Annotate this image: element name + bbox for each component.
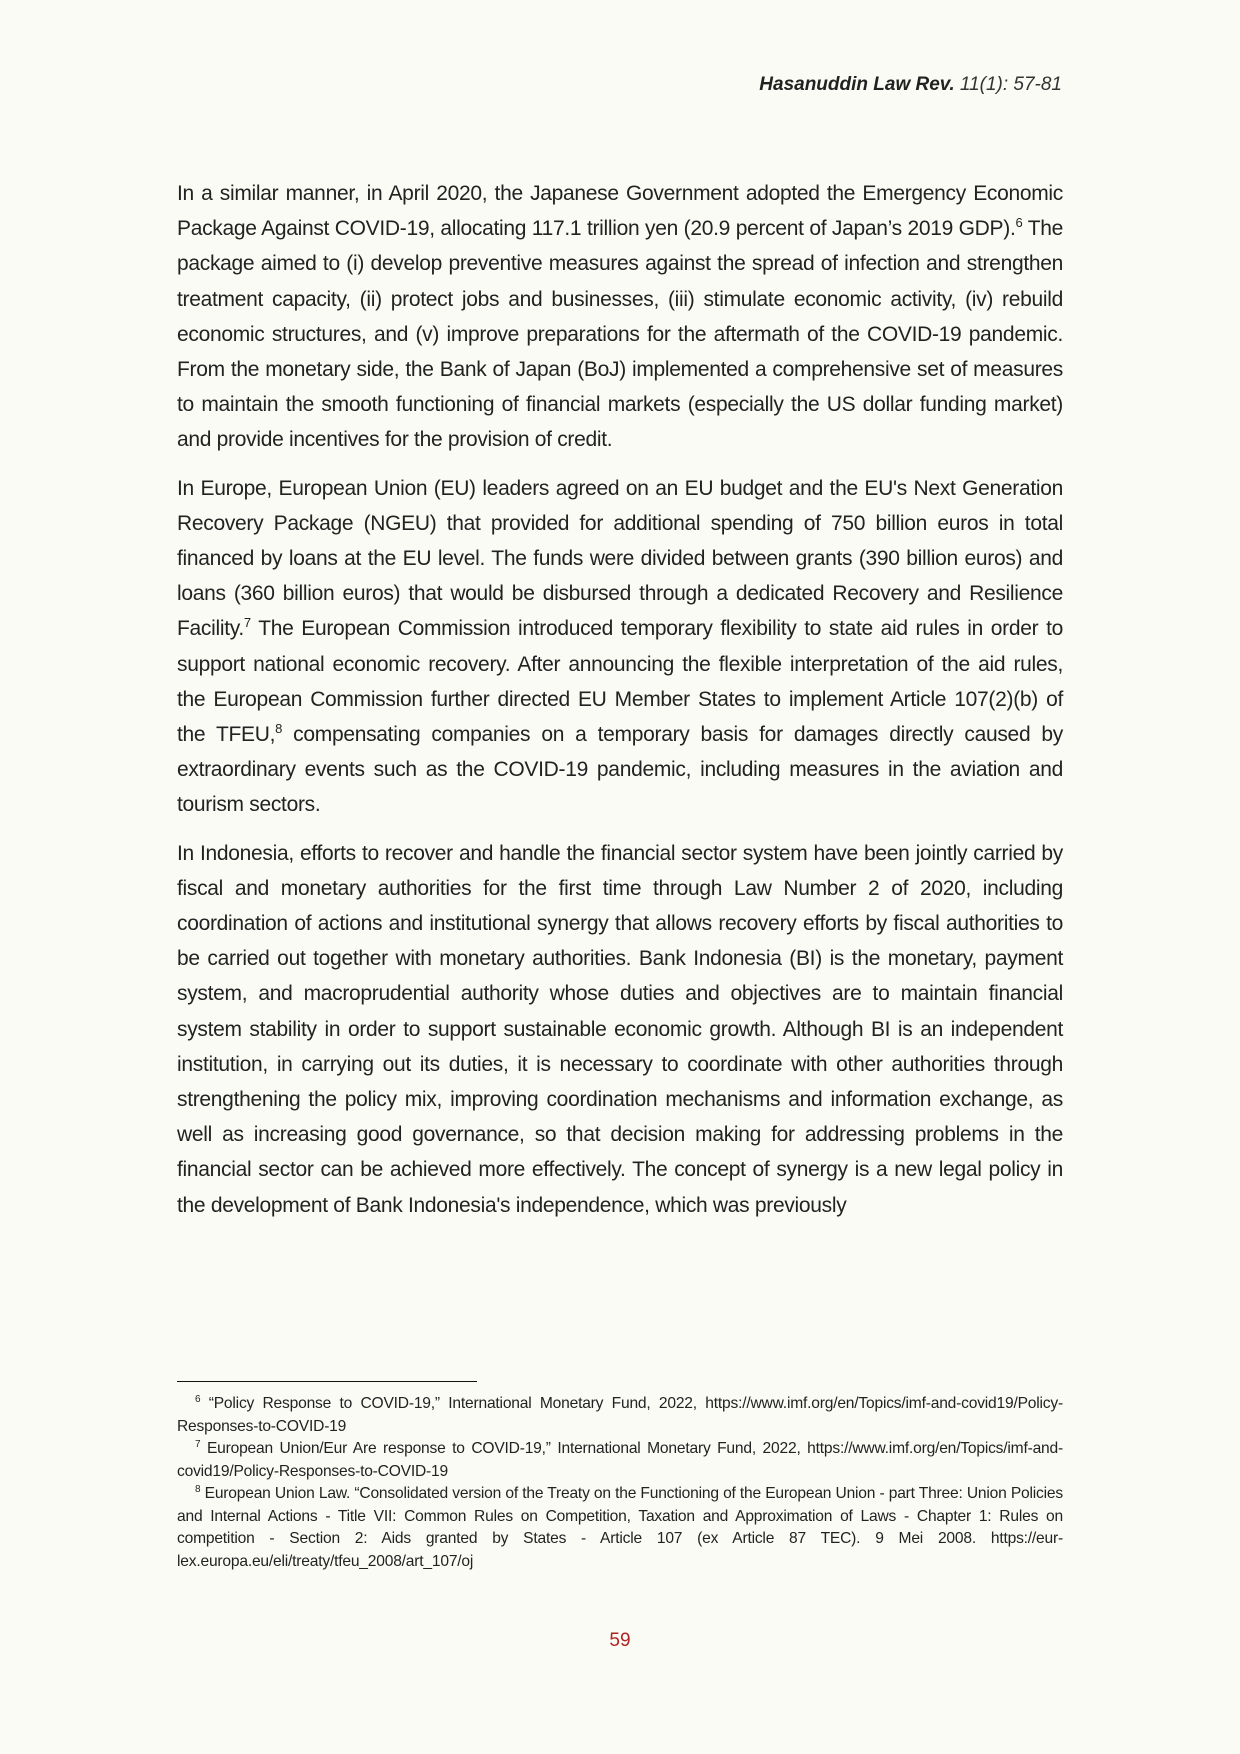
paragraph-text: compensating companies on a temporary basis for damages directly caused by extraordinary events such as the COVID-19 pandemic, including measures in the aviation and tourism sectors. [177, 723, 1063, 817]
footnote-text: “Policy Response to COVID-19,” International Monetary Fund, 2022, https://www.imf.org/en/Topics/imf-and-covid19/Policy-Responses-to-COVID-19 [177, 1395, 1063, 1435]
footnotes [177, 1393, 1063, 1573]
footnote-number: 8 [195, 1483, 201, 1495]
page-number: 59 [609, 1630, 631, 1651]
footnote-text: European Union Law. “Consolidated version of the Treaty on the Functioning of the European Union - part Three: Union Policies and Internal Actions - Title VII: Common Rules on Competition, Taxation and Approximation of Laws - Chapter 1: Rules on competition - Section 2: Aids granted by States - Article 107 (ex Article 87 TEC). 9 Mei 2008. https://eur-lex.europa.eu/eli/treaty/tfeu_2008/art_107/oj [177, 1485, 1063, 1570]
paragraph-text: The European Commission introduced temporary flexibility to state aid rules in order to support national economic recovery. After announcing the flexible interpretation of the aid rules, the European Commission further directed EU Member States to implement Article 107(2)(b) of the TFEU, [177, 617, 1063, 747]
paragraph-japan [177, 176, 1063, 458]
paragraph-text: The package aimed to (i) develop preventive measures against the spread of infection and strengthen treatment capacity, (ii) protect jobs and businesses, (iii) stimulate economic activity, (iv) rebuild economic structures, and (v) improve preparations for the aftermath of the COVID-19 pandemic. From the monetary side, the Bank of Japan (BoJ) implemented a comprehensive set of measures to maintain the smooth functioning of financial markets (especially the US dollar funding market) and provide incentives for the provision of credit. [177, 217, 1063, 452]
footnote-number: 6 [195, 1393, 201, 1405]
footnote-ref-7[interactable]: 7 [243, 615, 251, 631]
paragraph-text: In a similar manner, in April 2020, the Japanese Government adopted the Emergency Economic Package Against COVID-19, allocating 117.1 trillion yen (20.9 percent of Japan’s 2019 GDP). [177, 182, 1063, 241]
footnote-number: 7 [195, 1438, 201, 1450]
footnote-6 [177, 1393, 1063, 1438]
footnote-separator [177, 1381, 477, 1382]
paragraph-text: In Europe, European Union (EU) leaders agreed on an EU budget and the EU's Next Generation Recovery Package (NGEU) that provided for additional spending of 750 billion euros in total financed by loans at the EU level. The funds were divided between grants (390 billion euros) and loans (360 billion euros) that would be disbursed through a dedicated Recovery and Resilience Facility. [177, 476, 1063, 641]
footnote-text: European Union/Eur Are response to COVID-19,” International Monetary Fund, 2022, https://www.imf.org/en/Topics/imf-and-covid19/Policy-Responses-to-COVID-19 [177, 1440, 1063, 1480]
issue-pages: 11(1): 57-81 [959, 74, 1062, 95]
body-text [177, 176, 1063, 1236]
footnote-7 [177, 1438, 1063, 1483]
paragraph-indonesia: In Indonesia, efforts to recover and handle the financial sector system have been jointly carried by fiscal and monetary authorities for the first time through Law Number 2 of 2020, including coordination of actions and institutional synergy that allows recovery efforts by fiscal authorities to be carried out together with monetary authorities. Bank Indonesia (BI) is the monetary, payment system, and macroprudential authority whose duties and objectives are to maintain financial system stability in order to support sustainable economic growth. Although BI is an independent institution, in carrying out its duties, it is necessary to coordinate with other authorities through strengthening the policy mix, improving coordination mechanisms and information exchange, as well as increasing good governance, so that decision making for addressing problems in the financial sector can be achieved more effectively. The concept of synergy is a new legal policy in the development of Bank Indonesia's independence, which was previously [177, 841, 1063, 1217]
paragraph-europe [177, 471, 1063, 823]
running-header [759, 74, 1062, 96]
footnote-ref-6[interactable]: 6 [1015, 215, 1023, 231]
journal-title: Hasanuddin Law Rev. [759, 74, 955, 95]
footnote-8 [177, 1483, 1063, 1573]
footnote-ref-8[interactable]: 8 [275, 721, 283, 737]
